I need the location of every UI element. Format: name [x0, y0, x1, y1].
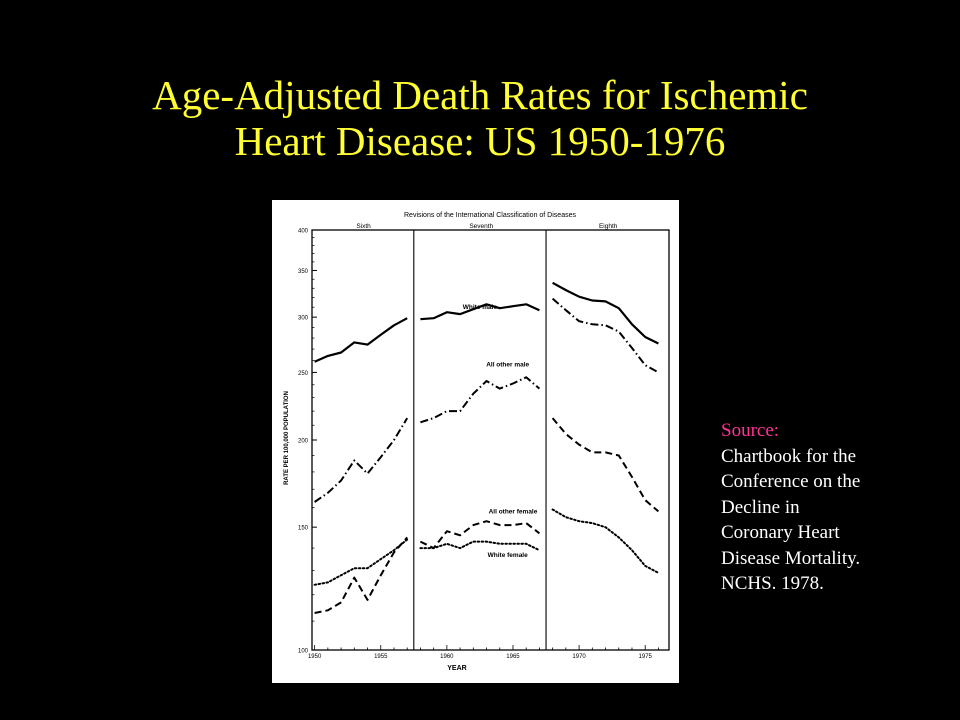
source-line: NCHS. 1978. [721, 573, 824, 594]
ihd-death-rate-chart [272, 200, 679, 683]
series-label-white-male: White male [462, 304, 498, 312]
x-tick-label: 1975 [638, 654, 652, 660]
source-line: Chartbook for the [721, 445, 857, 467]
revisions-header: Revisions of the International Classification of Diseases [404, 212, 576, 219]
y-tick-label: 150 [297, 525, 308, 532]
x-tick-label: 1950 [307, 654, 322, 660]
y-tick-label: 400 [297, 228, 308, 235]
y-tick-label: 300 [297, 315, 308, 322]
revision-label: Sixth [356, 223, 371, 230]
source-note [721, 418, 951, 597]
revision-label: Eighth [598, 223, 618, 230]
series-label-all-other-male: All other male [486, 361, 530, 369]
series-line-white-female [420, 542, 539, 551]
plot-frame [312, 230, 669, 650]
x-tick-label: 1960 [440, 654, 454, 660]
series-label-white-female: White female [487, 551, 528, 559]
slide-title [0, 72, 960, 164]
y-tick-label: 100 [297, 648, 308, 655]
series-line-white-female [553, 510, 659, 573]
source-label: Source: [721, 420, 780, 441]
series-line-all-other-male [315, 418, 408, 502]
slide-title-line-2: Heart Disease: US 1950-1976 [234, 118, 726, 164]
source-line: Decline in [721, 496, 800, 518]
source-line: Conference on the [721, 471, 861, 492]
x-tick-label: 1955 [374, 654, 388, 660]
series-line-all-other-female [553, 418, 659, 511]
revision-label: Seventh [469, 223, 494, 230]
series-line-all-other-female [315, 537, 408, 613]
x-axis-label: YEAR [447, 665, 467, 672]
series-line-white-male [315, 318, 408, 362]
y-tick-label: 200 [297, 438, 308, 445]
source-line: Disease Mortality. [721, 547, 861, 569]
y-tick-label: 350 [297, 268, 308, 275]
x-tick-label: 1965 [506, 654, 520, 660]
source-line: Coronary Heart [721, 522, 840, 543]
y-tick-label: 250 [297, 370, 308, 377]
chart-figure [272, 200, 679, 683]
series-label-all-other-female: All other female [488, 508, 538, 516]
series-line-all-other-male [420, 377, 539, 422]
slide-title-line-1: Age-Adjusted Death Rates for Ischemic [152, 72, 808, 118]
source-citation [721, 444, 951, 597]
series-line-white-female [315, 540, 408, 585]
y-axis-label: RATE PER 100,000 POPULATION [284, 391, 290, 485]
x-tick-label: 1970 [572, 654, 586, 660]
